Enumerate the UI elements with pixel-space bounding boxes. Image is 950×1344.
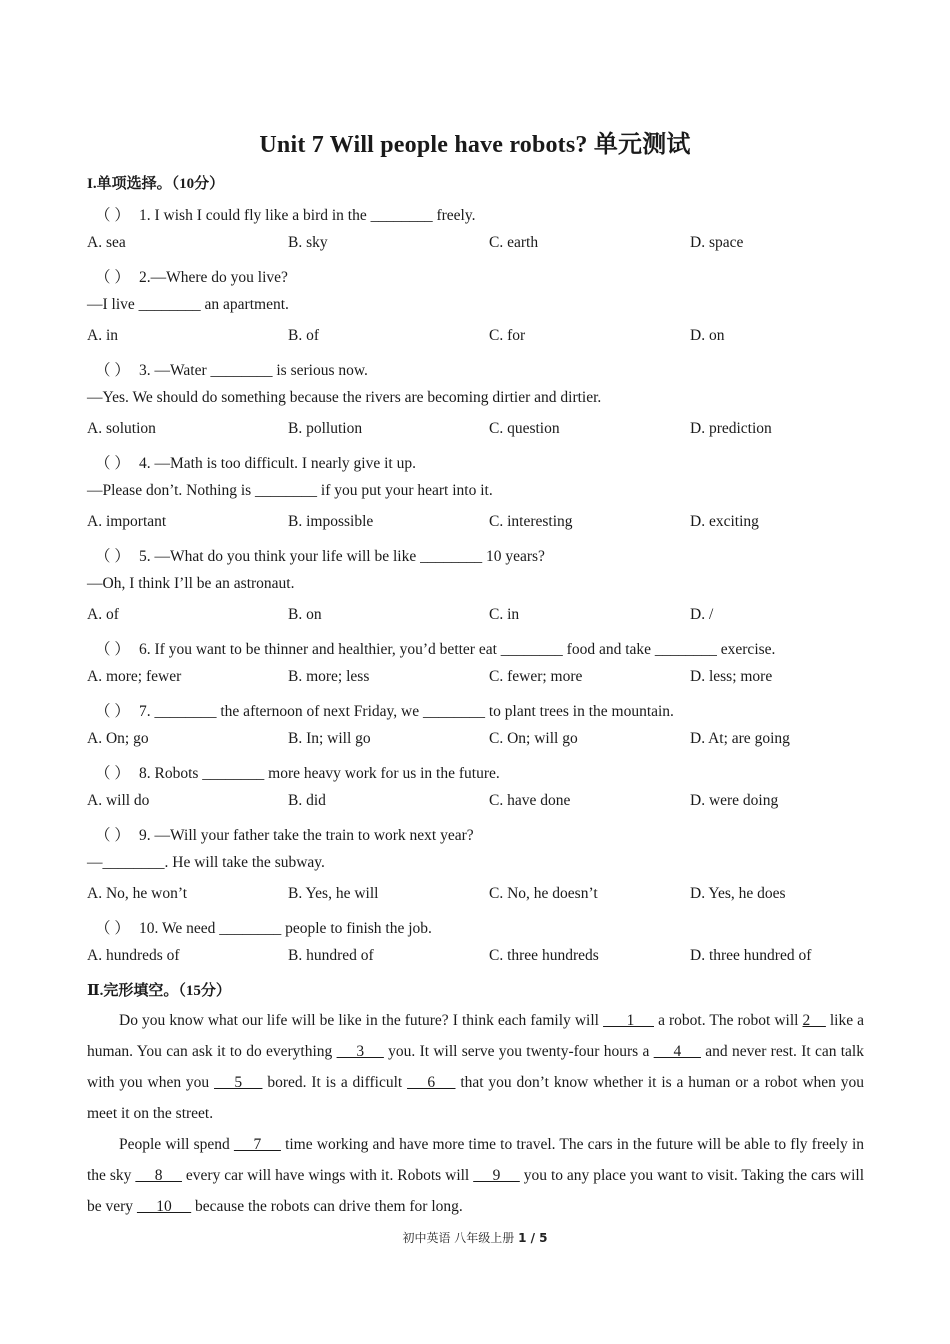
blank-8: __8__: [135, 1167, 182, 1184]
passage-text: time working and have more time to travel. The cars in the future will be able to fly freely in the sky: [87, 1136, 864, 1184]
option-a: A. in: [87, 327, 118, 344]
option-d: D. were doing: [690, 792, 779, 809]
answer-paren: （ ）: [95, 920, 130, 937]
cloze-paragraph-2: [87, 1129, 864, 1222]
option-d: D. less; more: [690, 668, 773, 685]
option-a: A. hundreds of: [87, 947, 180, 964]
question-8: [87, 761, 500, 783]
blank-9: __9__: [473, 1167, 520, 1184]
blank-10: __10__: [136, 1198, 192, 1215]
passage-text: that you don’t know whether it is a human or a robot when you meet it on the street.: [87, 1074, 864, 1122]
question-7: [87, 699, 674, 721]
question-stem: 1. I wish I could fly like a bird in the ________ freely.: [139, 207, 476, 224]
option-a: A. will do: [87, 792, 150, 809]
option-a: A. On; go: [87, 730, 149, 747]
question-5: [87, 544, 545, 566]
option-c: C. question: [489, 420, 560, 437]
option-c: C. three hundreds: [489, 947, 599, 964]
answer-paren: （ ）: [95, 827, 130, 844]
option-c: C. No, he doesn’t: [489, 885, 598, 902]
section-1-heading: I.单项选择。（10分）: [87, 176, 225, 192]
passage-text: like a human. You can ask it to do everything: [87, 1012, 865, 1060]
option-a: A. sea: [87, 234, 126, 251]
blank-2: 2__: [802, 1012, 826, 1029]
passage-text: you to any place you want to visit. Taking the cars will be very: [87, 1167, 864, 1215]
blank-7: __7__: [233, 1136, 281, 1153]
question-4-response: —Please don’t. Nothing is ________ if you put your heart into it.: [87, 482, 493, 499]
option-b: B. sky: [288, 234, 328, 251]
question-stem: 4. —Math is too difficult. I nearly give it up.: [139, 455, 416, 472]
question-stem: 10. We need ________ people to finish the job.: [139, 920, 432, 937]
blank-6: __6__: [407, 1074, 456, 1091]
passage-text: and never rest. It can talk with you when you: [87, 1043, 864, 1091]
option-b: B. more; less: [288, 668, 370, 685]
option-d: D. on: [690, 327, 725, 344]
answer-paren: （ ）: [95, 455, 130, 472]
option-c: C. earth: [489, 234, 539, 251]
passage-text: because the robots can drive them for long.: [191, 1198, 463, 1215]
page-number: 1 / 5: [518, 1231, 548, 1245]
question-9: [87, 823, 474, 845]
passage-text: Do you know what our life will be like in the future? I think each family will: [119, 1012, 604, 1029]
question-stem: 5. —What do you think your life will be like ________ 10 years?: [139, 548, 545, 565]
option-d: D. At; are going: [690, 730, 790, 747]
question-1: [87, 203, 475, 225]
question-stem: 7. ________ the afternoon of next Friday, we ________ to plant trees in the mountain.: [139, 703, 674, 720]
answer-paren: （ ）: [95, 207, 130, 224]
option-c: C. fewer; more: [489, 668, 583, 685]
option-a: A. No, he won’t: [87, 885, 188, 902]
section-2-heading: Ⅱ.完形填空。（15分）: [87, 983, 231, 999]
question-3-response: —Yes. We should do something because the rivers are becoming dirtier and dirtier.: [87, 389, 602, 406]
option-d: D. exciting: [690, 513, 759, 530]
blank-1: __1__: [603, 1012, 654, 1029]
option-b: B. pollution: [288, 420, 363, 437]
passage-text: every car will have wings with it. Robots will: [181, 1167, 474, 1184]
question-6: [87, 637, 775, 659]
option-a: A. of: [87, 606, 119, 623]
question-stem: 9. —Will your father take the train to work next year?: [139, 827, 474, 844]
question-4: [87, 451, 416, 473]
answer-paren: （ ）: [95, 703, 130, 720]
option-d: D. space: [690, 234, 744, 251]
option-b: B. In; will go: [288, 730, 371, 747]
option-d: D. three hundred of: [690, 947, 812, 964]
option-a: A. more; fewer: [87, 668, 182, 685]
cloze-passage: [87, 1005, 864, 1222]
option-a: A. important: [87, 513, 167, 530]
answer-paren: （ ）: [95, 641, 130, 658]
option-a: A. solution: [87, 420, 156, 437]
question-stem: 6. If you want to be thinner and healthier, you’d better eat ________ food and take ________ exercise.: [139, 641, 776, 658]
passage-text: People will spend: [119, 1136, 234, 1153]
question-9-response: —________. He will take the subway.: [87, 854, 325, 871]
question-stem: 2.—Where do you live?: [139, 269, 288, 286]
passage-text: bored. It is a difficult: [262, 1074, 408, 1091]
option-c: C. in: [489, 606, 520, 623]
option-d: D. prediction: [690, 420, 772, 437]
blank-4: __4__: [653, 1043, 701, 1060]
option-d: D. Yes, he does: [690, 885, 786, 902]
option-b: B. did: [288, 792, 326, 809]
page-title: Unit 7 Will people have robots? 单元测试: [259, 132, 691, 158]
question-10: [87, 916, 432, 938]
question-5-response: —Oh, I think I’ll be an astronaut.: [87, 575, 295, 592]
passage-text: you. It will serve you twenty-four hours a: [383, 1043, 654, 1060]
answer-paren: （ ）: [95, 548, 130, 565]
option-c: C. have done: [489, 792, 571, 809]
passage-text: a robot. The robot will: [654, 1012, 803, 1029]
answer-paren: （ ）: [95, 362, 130, 379]
question-stem: 8. Robots ________ more heavy work for us in the future.: [139, 765, 500, 782]
blank-5: __5__: [214, 1074, 263, 1091]
question-2-response: —I live ________ an apartment.: [87, 296, 289, 313]
option-b: B. Yes, he will: [288, 885, 379, 902]
option-b: B. hundred of: [288, 947, 374, 964]
option-b: B. on: [288, 606, 322, 623]
option-d: D. /: [690, 606, 714, 623]
cloze-paragraph-1: [87, 1005, 864, 1129]
option-c: C. for: [489, 327, 526, 344]
question-3: [87, 358, 368, 380]
option-c: C. On; will go: [489, 730, 578, 747]
footer-text: 初中英语 八年级上册: [402, 1231, 519, 1245]
option-b: B. impossible: [288, 513, 374, 530]
option-c: C. interesting: [489, 513, 573, 530]
option-b: B. of: [288, 327, 319, 344]
question-stem: 3. —Water ________ is serious now.: [139, 362, 368, 379]
page-footer: [0, 1229, 950, 1246]
answer-paren: （ ）: [95, 269, 130, 286]
question-2: [87, 265, 288, 287]
blank-3: __3__: [336, 1043, 384, 1060]
answer-paren: （ ）: [95, 765, 130, 782]
